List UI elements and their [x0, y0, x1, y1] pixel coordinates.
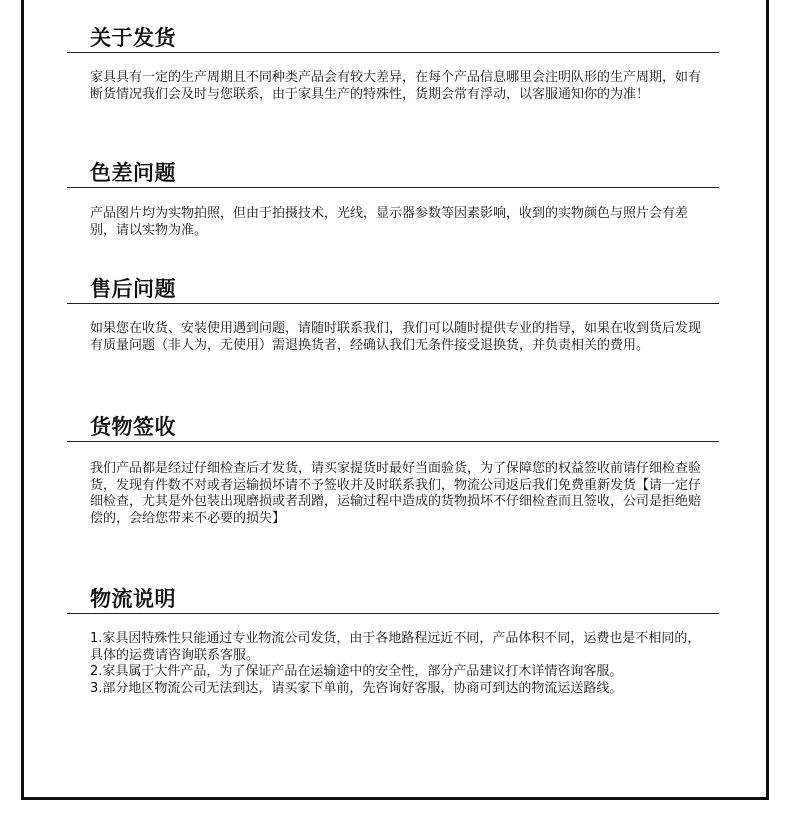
section-body [67, 631, 710, 697]
section-paragraph: 3.部分地区物流公司无法到达，请买家下单前，先咨询好客服，协商可到达的物流运送路线。 [90, 680, 623, 696]
section-paragraph: 2.家具属于大件产品，为了保证产品在运输途中的安全性，部分产品建议打木详情咨询客服。 [90, 664, 623, 679]
section-color-difference [67, 159, 719, 239]
section-divider [67, 303, 719, 304]
section-paragraph: 家具具有一定的生产周期且不同种类产品会有较大差异，在每个产品信息哪里会注明队形的生产周期，如有断货情况我们会及时与您联系，由于家具生产的特殊性，货期会常有浮动，以客服通知你的为准！ [90, 70, 702, 102]
section-shipping [67, 24, 719, 103]
section-title: 物流说明 [90, 587, 176, 611]
section-title: 货物签收 [90, 415, 176, 439]
section-title: 关于发货 [90, 26, 176, 50]
section-body [67, 206, 710, 239]
section-body [67, 70, 710, 103]
section-title: 色差问题 [90, 161, 176, 185]
section-paragraph: 产品图片均为实物拍照，但由于拍摄技术，光线，显示器参数等因素影响，收到的实物颜色与照片会有差别，请以实物为准。 [90, 206, 689, 238]
section-divider [67, 613, 719, 614]
section-paragraph: 1.家具因特殊性只能通过专业物流公司发货，由于各地路程远近不同，产品体积不同，运费也是不相同的，具体的运费请咨询联系客服。 [90, 631, 701, 663]
section-receipt [67, 413, 719, 527]
section-paragraph: 如果您在收货、安装使用遇到问题，请随时联系我们，我们可以随时提供专业的指导，如果在收到货后发现有质量问题（非人为，无使用）需退换货者，经确认我们无条件接受退换货，并负责相关的费用。 [90, 321, 702, 353]
section-paragraph: 我们产品都是经过仔细检查后才发货，请买家提货时最好当面验货，为了保障您的权益签收前请仔细检查验货，发现有件数不对或者运输损坏请不予签收并及时联系我们，物流公司返后我们免费重新发货【请一定仔细检查，尤其是外包装出现磨损或者刮蹭，运输过程中造成的货物损坏不仔细检查而且签收，公司是拒绝赔偿的，会给您带来不必要的损失】 [90, 461, 702, 526]
section-after-sales [67, 275, 719, 354]
section-divider [67, 52, 719, 53]
section-title: 售后问题 [90, 277, 176, 301]
section-divider [67, 441, 719, 442]
section-divider [67, 187, 719, 188]
section-logistics [67, 585, 719, 697]
section-body [67, 461, 710, 527]
section-body [67, 321, 710, 354]
